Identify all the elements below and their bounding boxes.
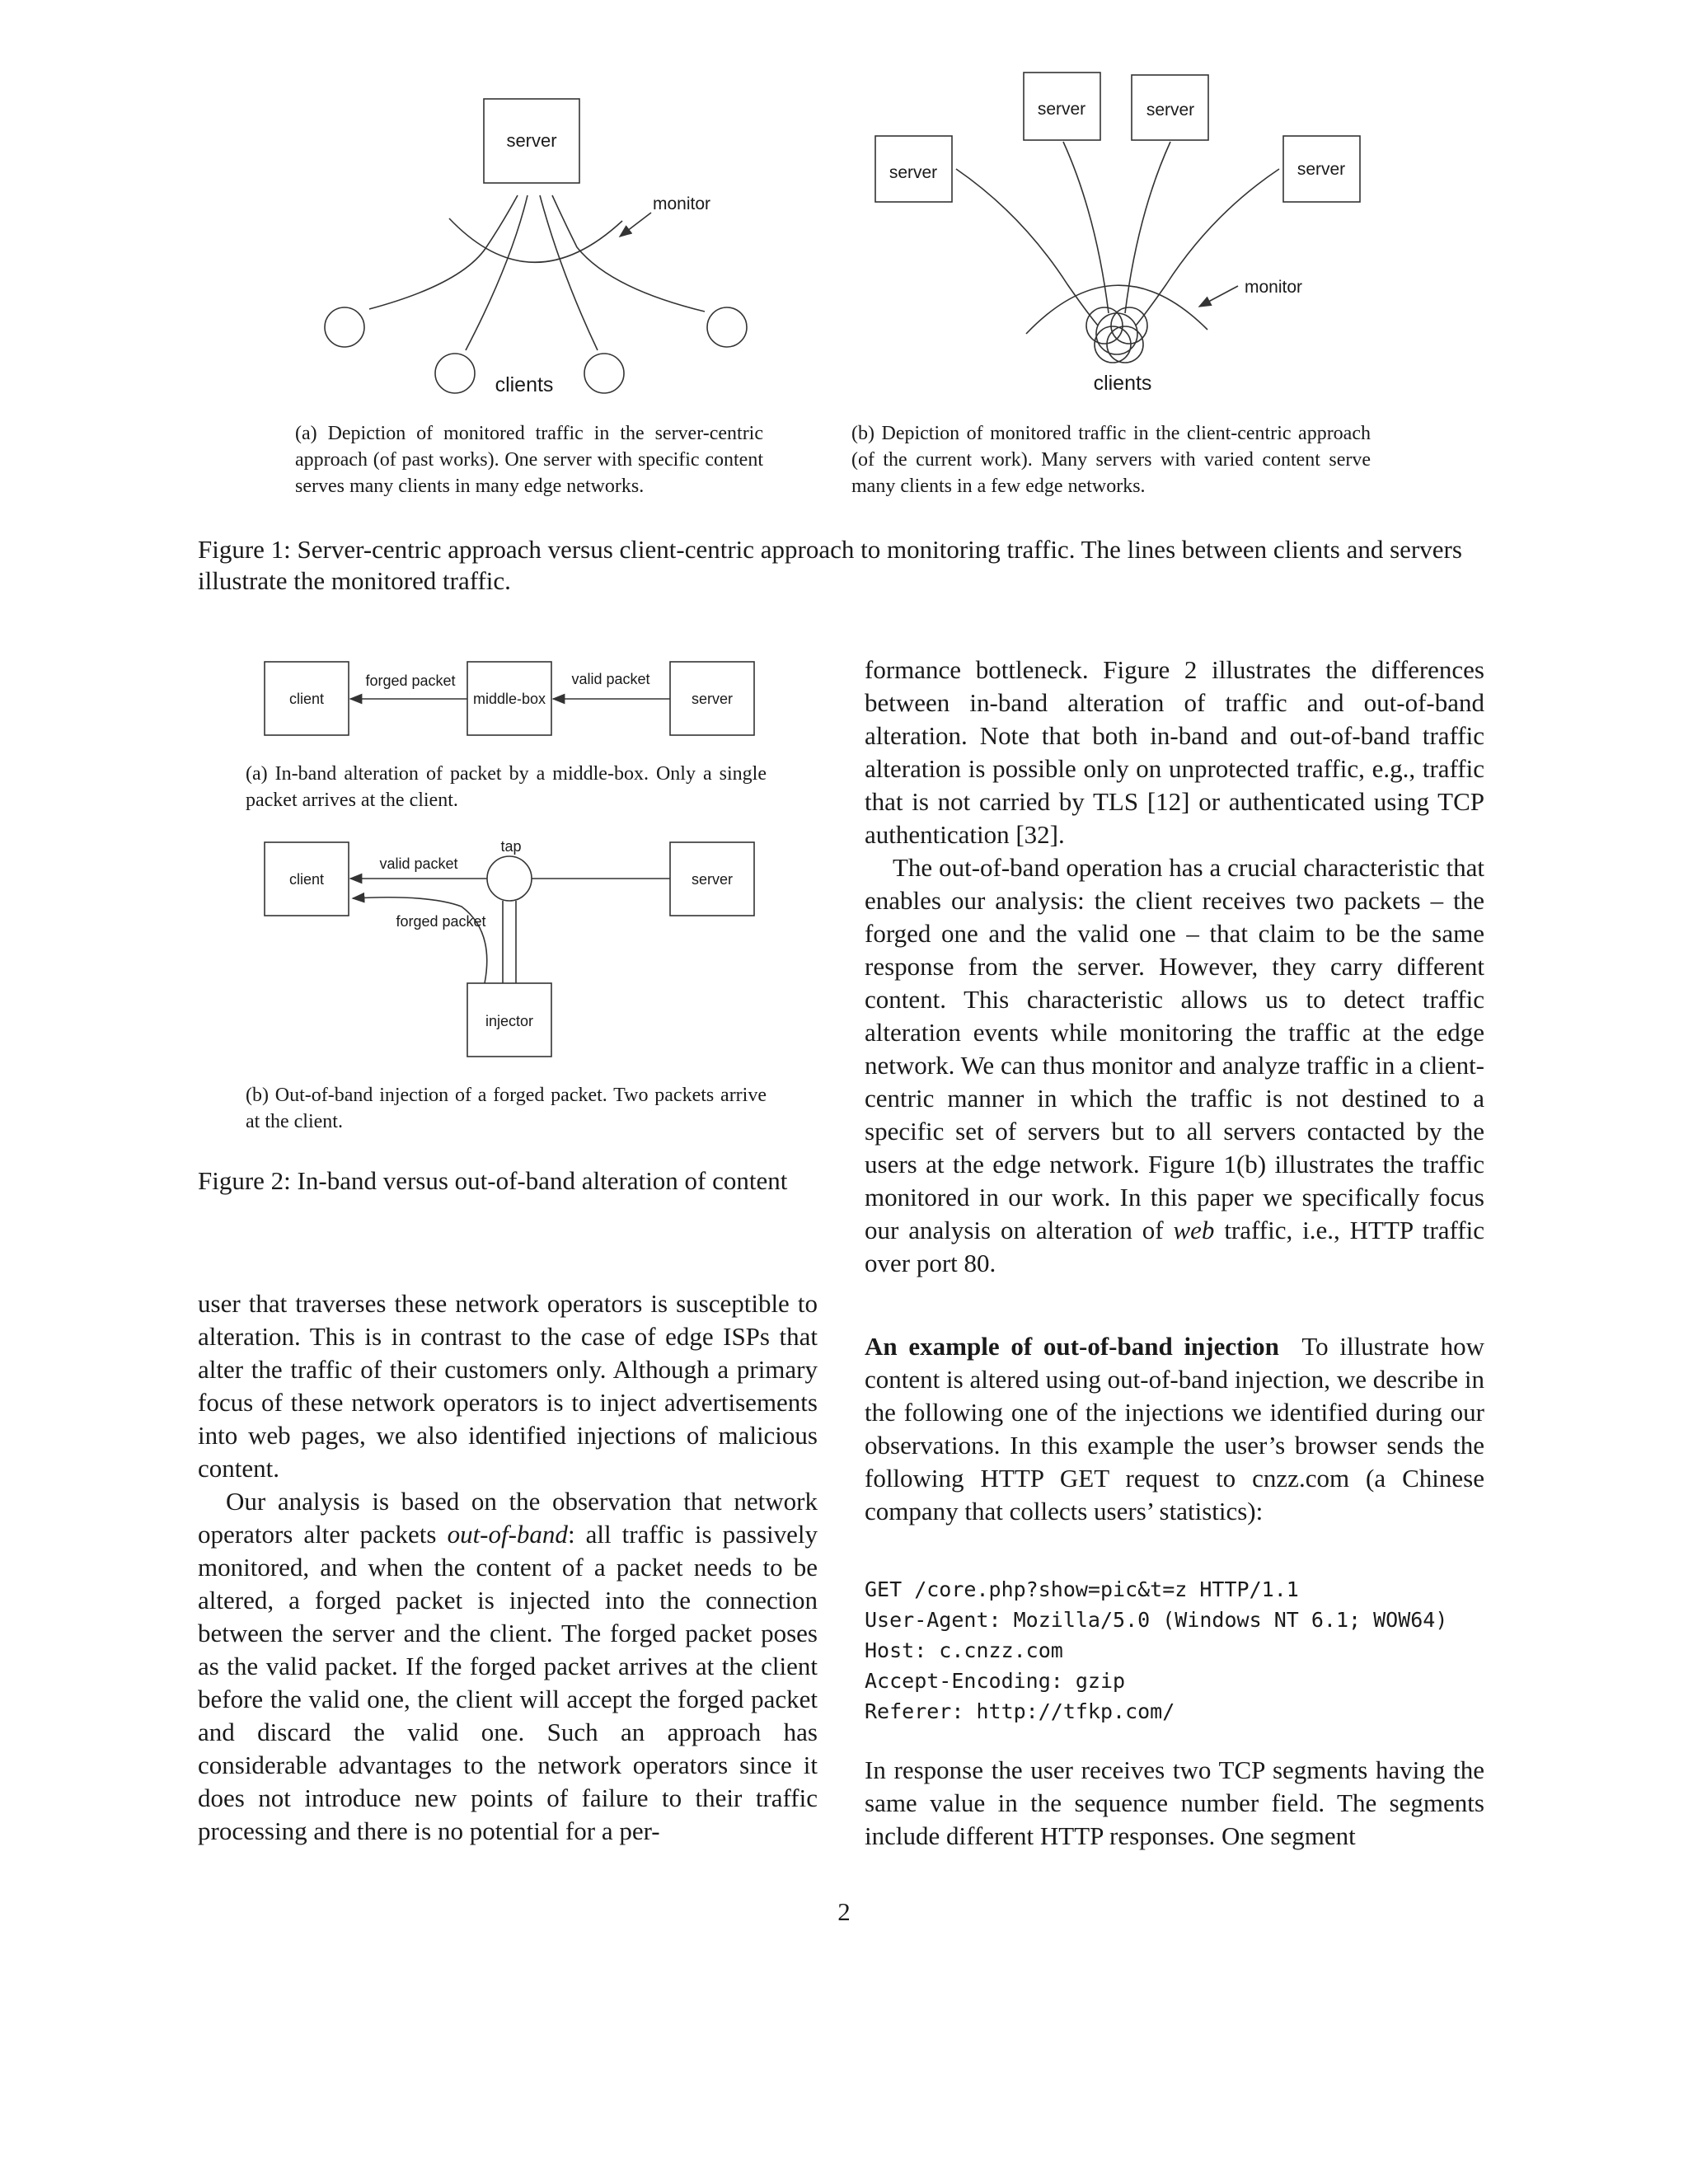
code-line: User-Agent: Mozilla/5.0 (Windows NT 6.1; WOW64) — [865, 1608, 1448, 1632]
fig2b-server-label: server — [691, 871, 734, 888]
figure-1-caption: Figure 1: Server-centric approach versus client-centric approach to monitoring traffic. The lines between clients and servers illustrate the monitored traffic. — [198, 535, 1462, 595]
right-paragraph-4: In response the user receives two TCP segments having the same value in the sequence number field. The segments include different HTTP responses. One segment — [865, 1755, 1484, 1850]
figure-1-diagrams — [0, 0, 1688, 429]
code-line: Referer: http://tfkp.com/ — [865, 1699, 1175, 1723]
fig1b-diagram — [875, 73, 1360, 363]
fig2b-tap-label: tap — [500, 838, 522, 855]
fig2a-client-label: client — [288, 691, 325, 707]
fig1a-monitor-arc — [449, 218, 622, 262]
fig1b-traffic-line — [956, 169, 1098, 326]
http-request-code-block — [865, 1574, 1484, 1727]
fig1b-client-circle — [1096, 313, 1137, 354]
right-paragraph-2-text: The out-of-band operation has a crucial characteristic that enables our analysis: the client receives two packets – the forged one and the valid one – that claim to be the same response from the server. However, they carry different content. This characteristic allows us to detect traffic alteration events while monitoring the traffic at the edge network. We can thus monitor and analyze traffic in a client-centric manner in which the traffic is not destined to a specific set of servers but to all servers contacted by the users at the edge network. Figure 1(b) illustrates the traffic monitored in our work. In this paper we specifically focus our analysis on alteration of — [865, 853, 1484, 1244]
fig1b-server-label: server — [1037, 100, 1086, 119]
fig2a-valid-label: valid packet — [571, 671, 650, 687]
fig2b-tap-circle — [487, 856, 532, 901]
left-column-text — [198, 1287, 818, 1848]
fig1b-server-label: server — [1146, 101, 1195, 120]
fig2a-server-label: server — [691, 691, 734, 707]
fig1a-server-label: server — [506, 130, 557, 151]
fig1b-monitor-label: monitor — [1245, 278, 1303, 297]
fig2b-caption: (b) Out-of-band injection of a forged packet. Two packets arrive at the client. — [246, 1085, 767, 1132]
right-paragraph-2-text-cont: traffic, i.e., HTTP traffic over port 80. — [865, 1216, 1485, 1277]
fig1a-caption: (a) Depiction of monitored traffic in the server-centric approach (of past works). One server with specific content serves many clients in many edge networks. — [295, 423, 763, 497]
code-line: GET /core.php?show=pic&t=z HTTP/1.1 — [865, 1577, 1299, 1601]
fig1a-client-circle — [325, 307, 364, 347]
fig1a-monitor-label: monitor — [653, 194, 711, 213]
fig2b-forged-arrow — [353, 898, 487, 983]
fig2b-forged-label: forged packet — [396, 913, 486, 930]
fig1b-monitor-arrow — [1199, 286, 1238, 307]
fig1b-server-label: server — [1296, 160, 1346, 179]
right-paragraph-2-emphasis: web — [1173, 1216, 1215, 1244]
fig2a-middlebox-label: middle-box — [472, 691, 546, 707]
fig1a-client-circle — [707, 307, 747, 347]
example-paragraph-text: To illustrate how content is altered using out-of-band injection, we describe in the following one of the injections we identified during our observations. In this example the user’s browser sends the following HTTP GET request to cnzz.com (a Chinese company that collects users’ statistics): — [865, 1332, 1485, 1526]
fig1a-client-circle — [584, 354, 624, 393]
left-paragraph-2 — [198, 1485, 818, 1848]
fig1a-clients-label: clients — [495, 373, 554, 396]
fig1a-traffic-line — [466, 195, 528, 350]
right-column-example-section — [865, 1330, 1484, 1528]
left-paragraph-2-text: Our analysis is based on the observation that network operators alter packets — [198, 1487, 818, 1549]
right-paragraph-1: formance bottleneck. Figure 2 illustrates the differences between in-band alteration of traffic and out-of-band alteration. Note that both in-band and out-of-band traffic alteration is possible only on unprotected traffic, e.g., traffic that is not carried by TLS [12] or authenticated using TCP authentication [32]. — [865, 655, 1484, 849]
fig2b-valid-label: valid packet — [379, 855, 458, 872]
left-paragraph-2-text-cont: : all traffic is passively monitored, and when the content of a packet needs to be altered, a forged packet is injected into the connection between the server and the client. The forged packet poses as the valid packet. If the forged packet arrives at the client before the valid one, the client will accept the forged packet and discard the valid one. Such an approach has considerable advantages to the network operators since it does not introduce new points of failure to their traffic processing and there is no potential for a per- — [198, 1520, 818, 1845]
page-number: 2 — [837, 1897, 851, 1926]
fig1b-server-label: server — [889, 163, 938, 182]
fig2a-caption: (a) In-band alteration of packet by a middle-box. Only a single packet arrives at the client. — [246, 763, 767, 811]
example-paragraph — [865, 1330, 1484, 1528]
fig1a-monitor-arrow — [620, 213, 651, 237]
example-heading: An example of out-of-band injection — [865, 1332, 1279, 1361]
fig1a-traffic-line — [369, 195, 518, 309]
right-paragraph-2 — [865, 851, 1484, 1280]
left-paragraph-2-emphasis: out-of-band — [447, 1520, 568, 1549]
code-line: Host: c.cnzz.com — [865, 1638, 1063, 1662]
fig1b-caption: (b) Depiction of monitored traffic in the client-centric approach (of the current work). Many servers with varied content serve many clients in a few edge networks. — [851, 423, 1371, 497]
left-paragraph-1: user that traverses these network operators is susceptible to alteration. This is in contrast to the case of edge ISPs that alter the traffic of their customers only. Although a primary focus of these network operators is to inject advertisements into web pages, we also identified injections of malicious content. — [198, 1289, 818, 1483]
fig1a-client-circle — [435, 354, 475, 393]
fig1b-clients-label: clients — [1093, 372, 1152, 395]
figure-2-caption: Figure 2: In-band versus out-of-band alteration of content — [198, 1166, 788, 1195]
code-line: Accept-Encoding: gzip — [865, 1669, 1126, 1693]
right-column-text — [865, 654, 1484, 1280]
fig2b-injector-label: injector — [485, 1013, 534, 1029]
fig1a-traffic-line — [540, 195, 598, 350]
fig2a-forged-label: forged packet — [365, 673, 456, 689]
fig2b-client-label: client — [288, 871, 325, 888]
